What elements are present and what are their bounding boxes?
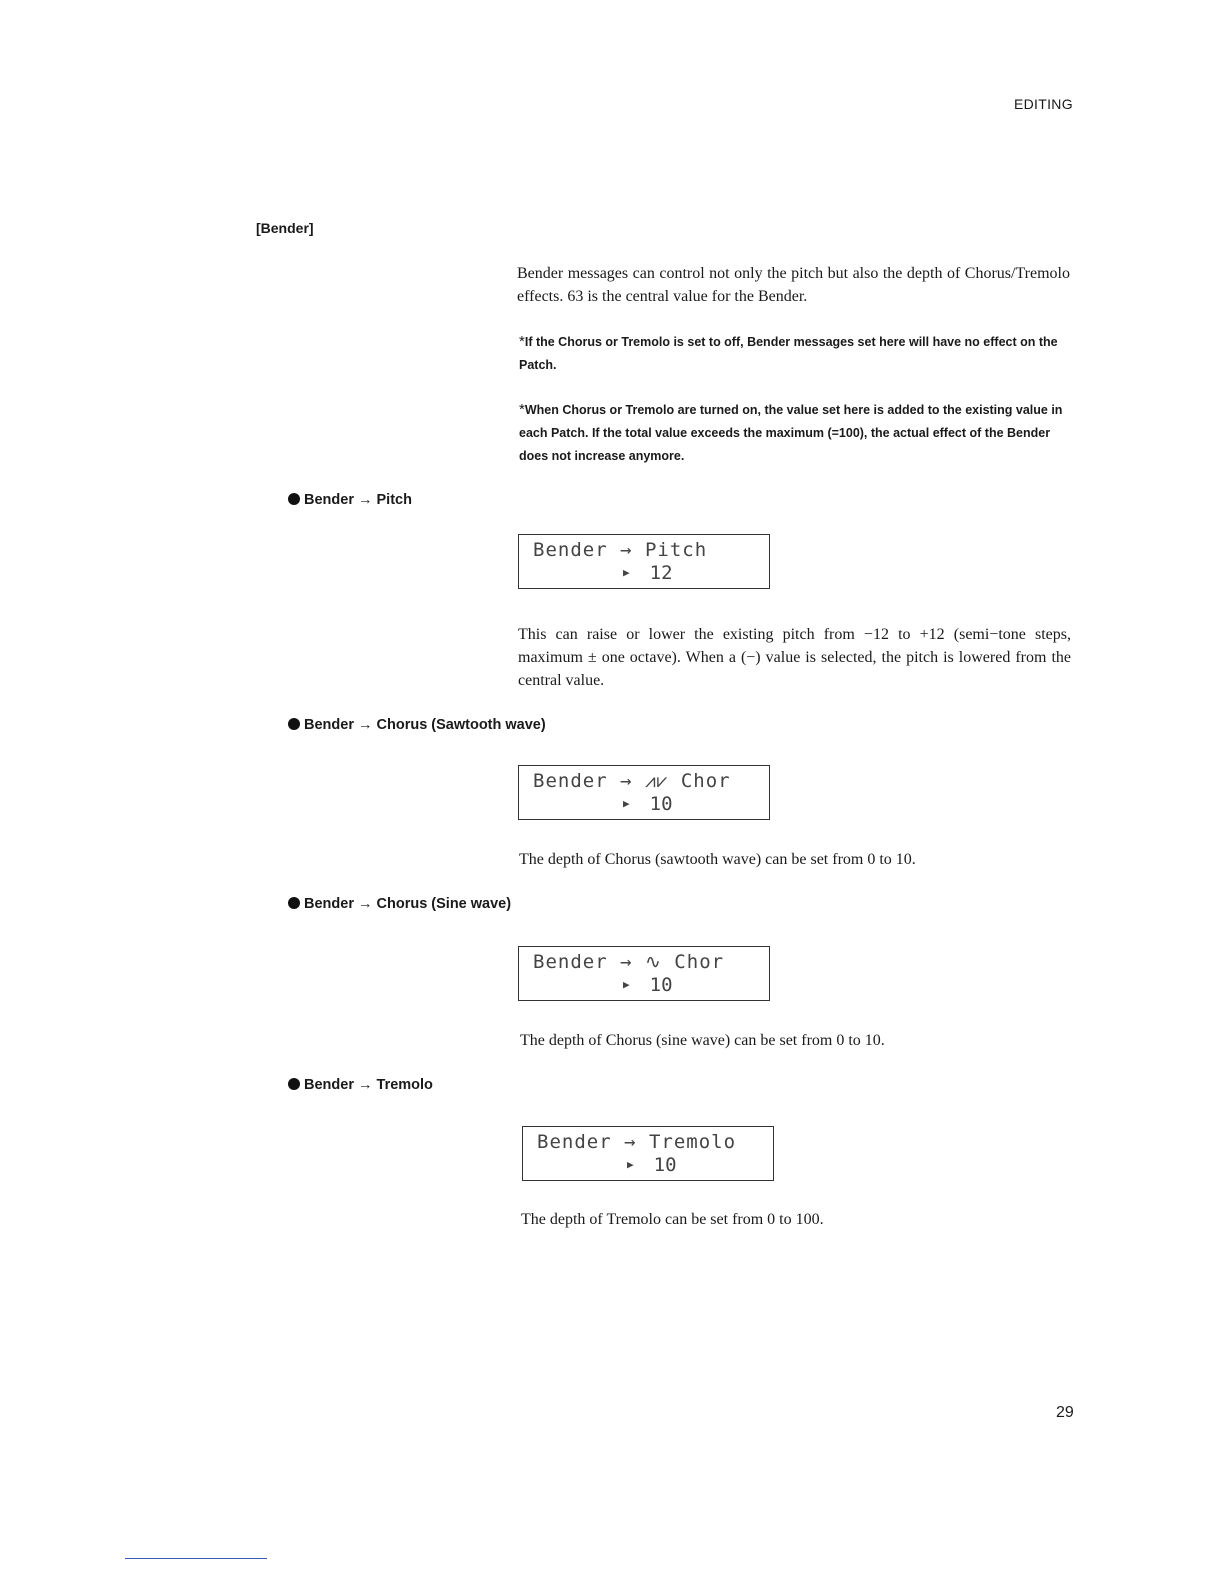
lcd-line2: [623, 793, 673, 815]
lcd-display-tremolo: [522, 1126, 774, 1181]
page-number: 29: [1056, 1404, 1074, 1421]
intro-paragraph: Bender messages can control not only the pitch but also the depth of Chorus/Tremolo effects. 63 is the central value for the Bender.: [517, 265, 1070, 305]
cursor-marker-icon: ▶: [623, 566, 630, 579]
bullet-heading-text: Bender → Pitch: [304, 492, 412, 508]
lcd-value: 12: [649, 562, 673, 584]
cursor-marker-icon: ▶: [623, 978, 630, 991]
bullet-icon: [288, 718, 300, 730]
note-text: If the Chorus or Tremolo is set to off, Bender messages set here will have no effect on the Patch.: [519, 335, 1058, 372]
chorus-sine-description: The depth of Chorus (sine wave) can be set from 0 to 10.: [520, 1032, 885, 1049]
lcd-value: 10: [653, 1154, 677, 1176]
note-chorus-off: [519, 330, 1071, 377]
note-text: When Chorus or Tremolo are turned on, the value set here is added to the existing value in each Patch. If the total value exceeds the maximum (=100), the actual effect of the Bender does not increase anymore.: [519, 403, 1063, 463]
bullet-heading-text: Bender → Chorus (Sine wave): [304, 896, 512, 912]
bullet-icon: [288, 493, 300, 505]
note-star: *: [519, 333, 525, 350]
lcd-value: 10: [649, 974, 673, 996]
lcd-line2: [627, 1154, 677, 1176]
bullet-heading-text: Bender → Chorus (Sawtooth wave): [304, 717, 546, 733]
bullet-heading-chorus-sine: [288, 896, 511, 912]
tremolo-description: The depth of Tremolo can be set from 0 to 100.: [521, 1211, 824, 1228]
running-header: EDITING: [1014, 96, 1073, 112]
lcd-line1: Bender → Tremolo: [537, 1131, 737, 1153]
bullet-heading-pitch: [288, 492, 412, 508]
cursor-marker-icon: ▶: [627, 1158, 634, 1171]
chorus-sawtooth-description: The depth of Chorus (sawtooth wave) can be set from 0 to 10.: [519, 851, 916, 868]
lcd-line1: Bender → ⩘⩗ Chor: [533, 770, 731, 792]
footer-rule: [125, 1558, 267, 1559]
bullet-heading-text: Bender → Tremolo: [304, 1077, 433, 1093]
lcd-line2: [623, 562, 673, 584]
lcd-display-chorus-sine: [518, 946, 770, 1001]
section-title: [Bender]: [256, 220, 314, 236]
bullet-icon: [288, 1078, 300, 1090]
bullet-heading-tremolo: [288, 1077, 433, 1093]
cursor-marker-icon: ▶: [623, 797, 630, 810]
bullet-heading-chorus-sawtooth: [288, 717, 546, 733]
lcd-line2: [623, 974, 673, 996]
lcd-display-chorus-sawtooth: [518, 765, 770, 820]
lcd-display-pitch: [518, 534, 770, 589]
pitch-description: This can raise or lower the existing pitch from −12 to +12 (semi−tone steps, maximum ± one octave). When a (−) value is selected, the pitch is lowered from the central value.: [518, 626, 1071, 689]
lcd-value: 10: [649, 793, 673, 815]
bullet-icon: [288, 897, 300, 909]
lcd-line1: Bender → Pitch: [533, 539, 708, 561]
note-star: *: [519, 401, 525, 418]
lcd-line1: Bender → ∿ Chor: [533, 951, 725, 973]
note-chorus-on: [519, 398, 1071, 468]
